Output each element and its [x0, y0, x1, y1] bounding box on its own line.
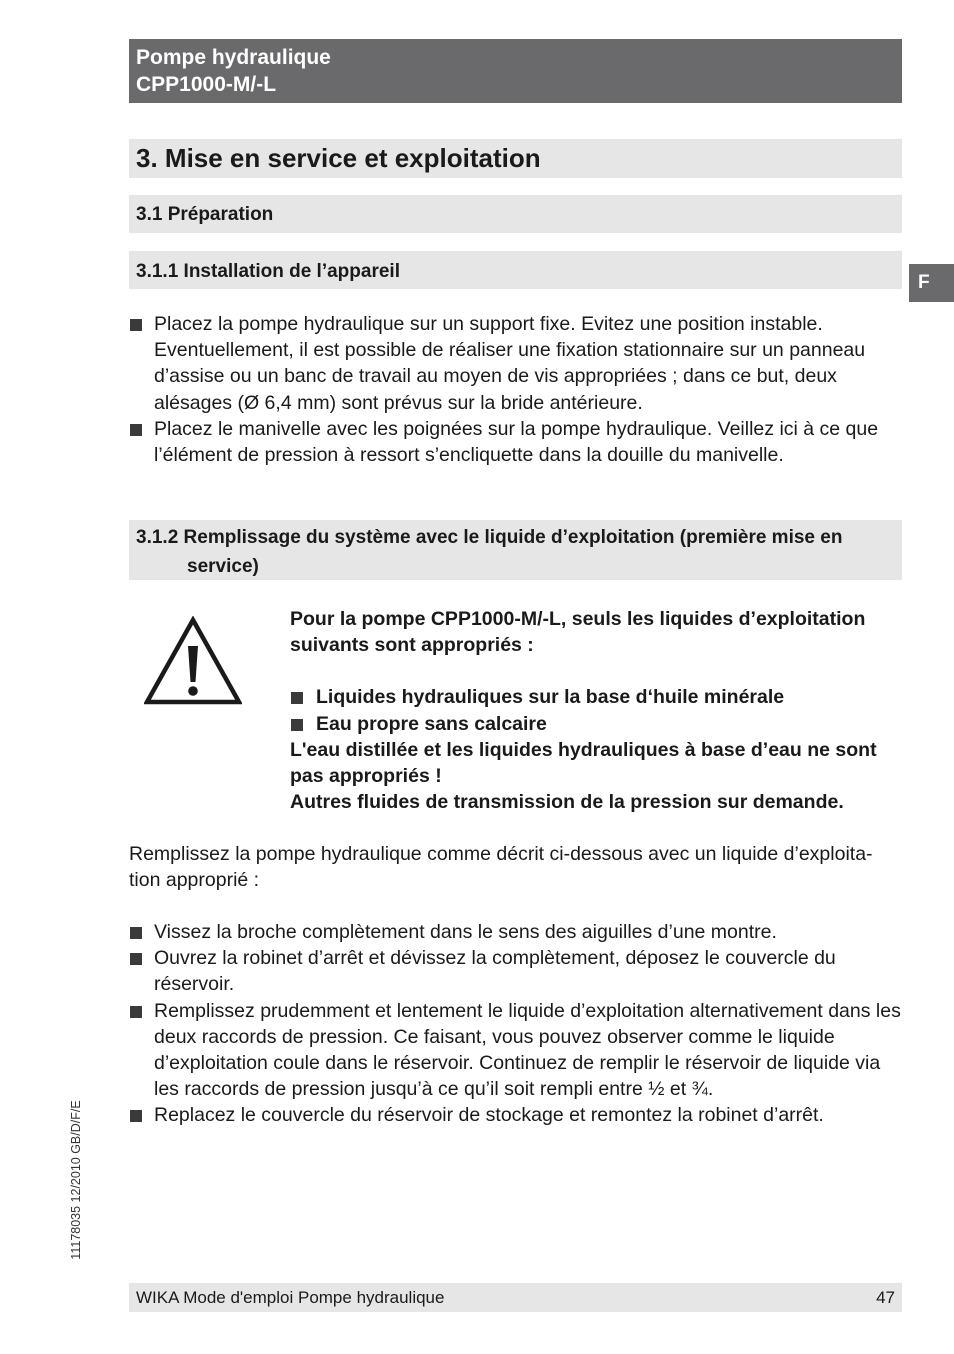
list-item: Replacez le couvercle du réservoir de stockage et remontez la robinet d’arrêt. [129, 1102, 904, 1128]
suitable-fluids-list [290, 684, 910, 736]
document-code-text: 11178035 12/2010 GB/D/F/E [68, 1100, 83, 1260]
list-item: Ouvrez la robinet d’arrêt et dévissez la complètement, déposez le couvercle du réservoir. [129, 945, 904, 997]
header-model: CPP1000-M/-L [136, 73, 277, 96]
section-3-1-2-heading: 3.1.2 Remplissage du système avec le liquide d’exploitation (première mise en service) [129, 520, 902, 580]
installation-list [129, 311, 904, 468]
warning-note [290, 606, 910, 815]
page-footer [129, 1283, 902, 1312]
list-item: Eau propre sans calcaire [290, 711, 910, 737]
fill-steps-list [129, 919, 904, 1129]
header-title: Pompe hydraulique [136, 46, 331, 69]
list-item: Placez le manivelle avec les poignées sur la pompe hydraulique. Veillez ici à ce que l’élément de pression à ressort s’encliquette dans la douille du manivelle. [129, 416, 904, 468]
warning-other-fluids-note: Autres fluides de transmission de la pression sur demande. [290, 791, 844, 814]
list-item: Placez la pompe hydraulique sur un support fixe. Evitez une position instable. Eventuellement, il est possible de réaliser une fixation stationnaire sur un panneau d’assise ou un banc de travail au moyen de vis appropriées ; dans ce but, deux alésages (Ø 6,4 mm) sont prévus sur la bride antérieure. [129, 311, 904, 416]
document-header [129, 39, 902, 103]
list-item: Vissez la broche complètement dans le sens des aiguilles d’une montre. [129, 919, 904, 945]
warning-intro: Pour la pompe CPP1000-M/-L, seuls les liquides d’exploitation suivants sont appropriés : [290, 608, 866, 657]
warning-unsuitable-note: L'eau distillée et les liquides hydrauliques à base d’eau ne sont pas appropriés ! [290, 738, 877, 788]
warning-triangle-icon [144, 616, 242, 706]
document-code [66, 1075, 85, 1285]
fill-intro-paragraph: Remplissez la pompe hydraulique comme décrit ci-dessous avec un liquide d’exploita- tion approprié : [129, 843, 873, 892]
section-3-1-1-heading: 3.1.1 Installation de l’appareil [129, 251, 902, 289]
list-item: Remplissez prudemment et lentement le liquide d’exploitation alternativement dans les deux raccords de pression. Ce faisant, vous pouvez observer comme le liquide d’exploitation coule dans le réservoir. Continuez de remplir le réservoir de liquide via les raccords de pression jusqu’à ce qu’il soit rempli entre ½ et ¾. [129, 998, 904, 1103]
section-3-heading: 3. Mise en service et exploitation [129, 139, 902, 178]
list-item: Liquides hydrauliques sur la base d‘huile minérale [290, 684, 910, 710]
section-3-1-heading: 3.1 Préparation [129, 195, 902, 233]
footer-text: WIKA Mode d'emploi Pompe hydraulique [136, 1288, 445, 1307]
language-tab: F [909, 264, 954, 302]
page-number: 47 [876, 1288, 895, 1307]
